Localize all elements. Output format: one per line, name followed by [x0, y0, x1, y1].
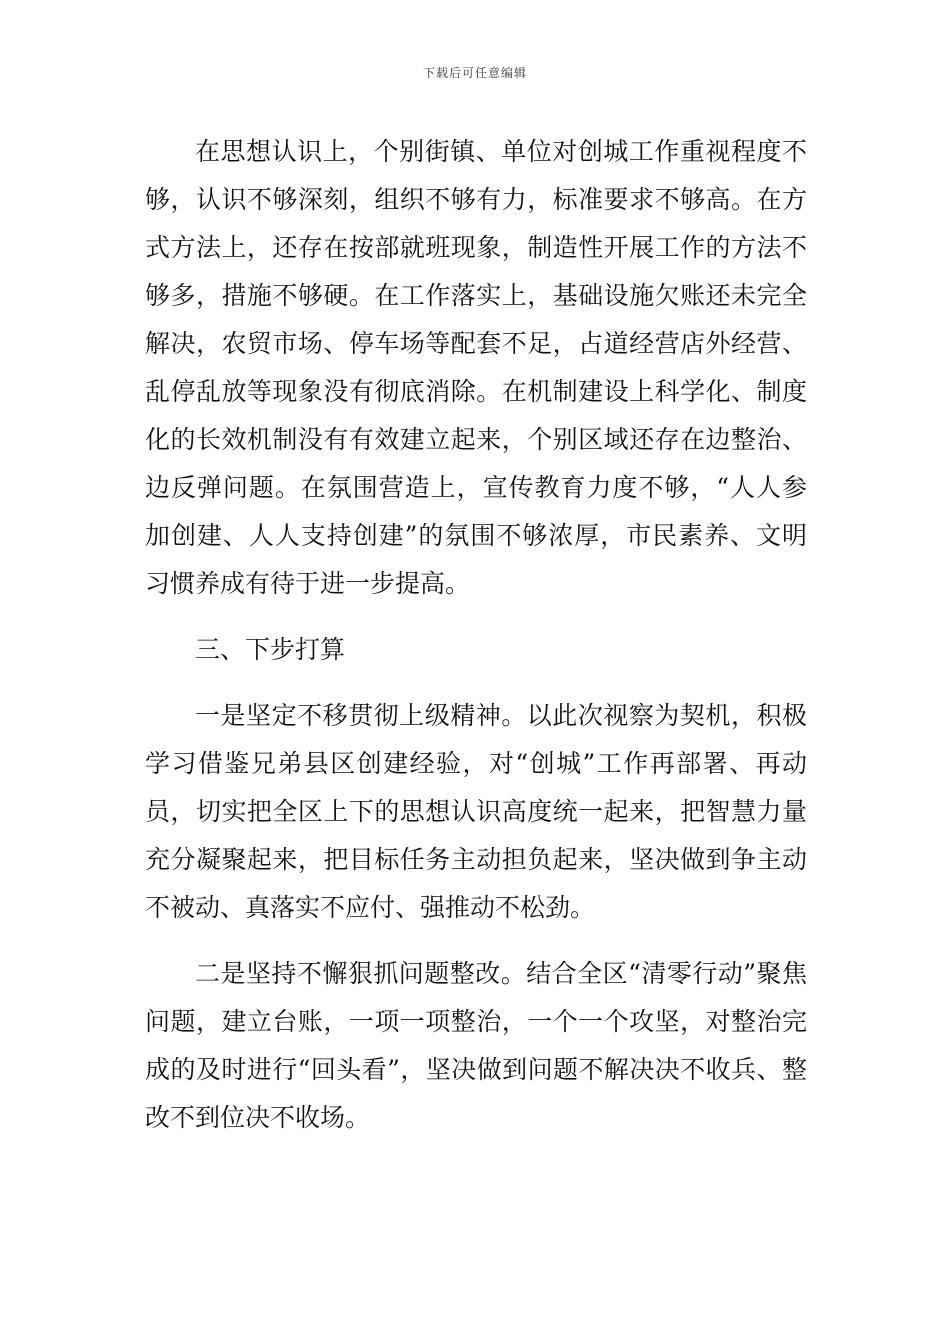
section-heading-next-steps: 三、下步打算 [195, 635, 346, 664]
paragraph-problems: 在思想认识上，个别街镇、单位对创城工作重视程度不够，认识不够深刻，组织不够有力，标准要求不够高。在方式方法上，还存在按部就班现象，制造性开展工作的方法不够多，措施不够硬。在工作落实上，基础设施欠账还未完全解决，农贸市场、停车场等配套不足，占道经营店外经营、乱停乱放等现象没有彻底消除。在机制建设上科学化、制度化的长效机制没有有效建立起来，个别区域还存在边整治、边反弹问题。在氛围营造上，宣传教育力度不够，“人人参加创建、人人支持创建”的氛围不够浓厚，市民素养、文明习惯养成有待于进一步提高。 [145, 137, 807, 598]
document-body [145, 128, 807, 1160]
page-header-note: 下载后可任意编辑 [422, 66, 527, 80]
paragraph-step-two: 二是坚持不懈狠抓问题整改。结合全区“清零行动”聚焦问题，建立台账，一项一项整治，一个一个攻坚，对整治完成的及时进行“回头看”，坚决做到问题不解决决不收兵、整改不到位决不收场。 [145, 959, 807, 1132]
paragraph-step-one: 一是坚定不移贯彻上级精神。以此次视察为契机，积极学习借鉴兄弟县区创建经验，对“创城”工作再部署、再动员，切实把全区上下的思想认识高度统一起来，把智慧力量充分凝聚起来，把目标任务主动担负起来，坚决做到争主动不被动、真落实不应付、强推动不松劲。 [145, 701, 807, 922]
